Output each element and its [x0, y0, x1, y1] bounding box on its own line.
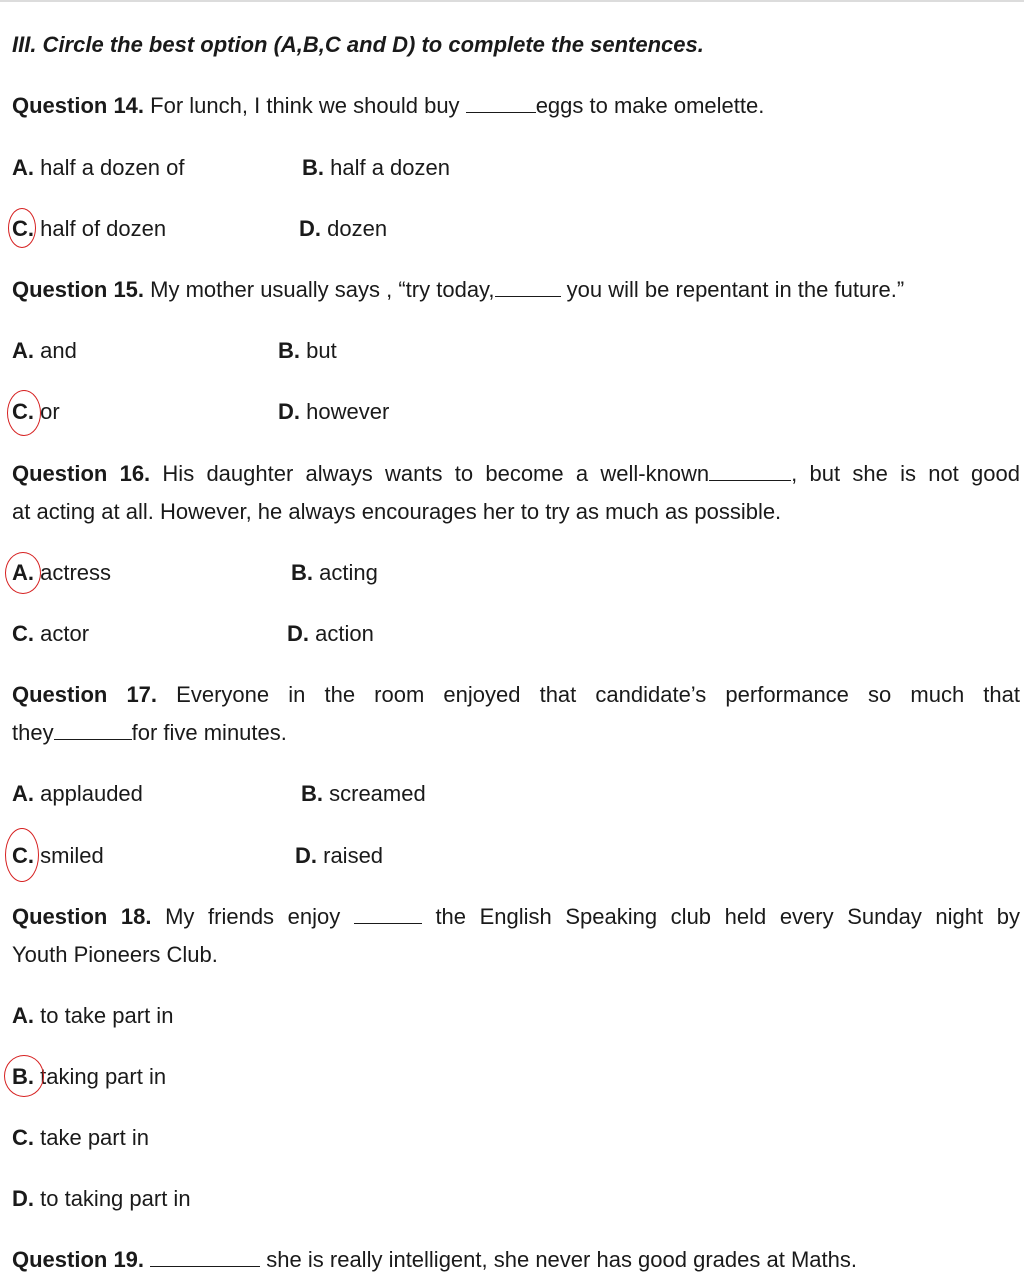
option-b[interactable]: [278, 338, 337, 364]
question-text: His daughter always wants to become a well-known: [162, 461, 710, 486]
answer-blank: [354, 904, 422, 924]
option-c[interactable]: [12, 843, 104, 869]
option-text: action: [315, 621, 374, 646]
option-text: take part in: [40, 1125, 149, 1150]
option-a[interactable]: [12, 155, 184, 181]
section-title: III. Circle the best option (A,B,C and D) to complete the sentences.: [12, 32, 704, 57]
option-text: however: [306, 399, 390, 424]
option-text: smiled: [40, 843, 104, 868]
option-c[interactable]: [12, 621, 89, 647]
answer-blank: [466, 93, 536, 113]
option-d[interactable]: [278, 399, 389, 425]
option-letter: A.: [12, 1003, 34, 1028]
question-18-continued: Youth Pioneers Club.: [12, 942, 218, 967]
option-c[interactable]: [12, 216, 166, 242]
option-letter: D.: [299, 216, 321, 241]
option-text: to take part in: [40, 1003, 174, 1028]
question-text: they: [12, 720, 54, 745]
option-text: taking part in: [40, 1064, 167, 1089]
option-b[interactable]: [301, 781, 426, 807]
option-letter: D.: [295, 843, 317, 868]
option-c[interactable]: [12, 399, 60, 425]
question-14: [12, 93, 764, 119]
question-label: Question 16.: [12, 461, 151, 486]
question-text: eggs to make omelette.: [535, 93, 765, 118]
option-letter: C.: [12, 843, 34, 868]
option-letter: B.: [12, 1064, 34, 1089]
option-a[interactable]: [12, 338, 77, 364]
option-d[interactable]: [295, 843, 383, 869]
option-text: actor: [40, 621, 90, 646]
question-text: Everyone in the room enjoyed that candidate’s performance so much that: [176, 682, 1020, 707]
option-a[interactable]: [12, 781, 143, 807]
answer-blank: [495, 277, 561, 297]
question-label: Question 18.: [12, 904, 152, 929]
option-text: or: [40, 399, 60, 424]
option-letter: D.: [278, 399, 300, 424]
option-letter: C.: [12, 399, 34, 424]
question-text: the English Speaking club held every Sunday night by: [435, 904, 1020, 929]
question-17-continued: [12, 720, 287, 746]
option-text: applauded: [40, 781, 143, 806]
option-c[interactable]: [12, 1125, 149, 1151]
option-text: but: [306, 338, 337, 363]
question-18: [12, 904, 1020, 930]
option-letter: D.: [287, 621, 309, 646]
option-text: half of dozen: [40, 216, 167, 241]
option-letter: D.: [12, 1186, 34, 1211]
option-b[interactable]: [12, 1064, 166, 1090]
question-label: Question 14.: [12, 93, 145, 118]
top-border: [0, 0, 1024, 2]
option-letter: C.: [12, 1125, 34, 1150]
question-15: [12, 277, 904, 303]
option-letter: A.: [12, 781, 34, 806]
answer-blank: [709, 461, 791, 481]
option-text: to taking part in: [40, 1186, 191, 1211]
option-d[interactable]: [299, 216, 387, 242]
option-text: actress: [40, 560, 112, 585]
option-text: raised: [323, 843, 384, 868]
option-text: half a dozen of: [40, 155, 185, 180]
option-letter: C.: [12, 216, 34, 241]
question-text: For lunch, I think we should buy: [150, 93, 460, 118]
option-letter: A.: [12, 560, 34, 585]
option-letter: B.: [301, 781, 323, 806]
option-text: acting: [319, 560, 378, 585]
question-16: [12, 461, 1020, 487]
option-text: dozen: [327, 216, 388, 241]
question-label: Question 15.: [12, 277, 145, 302]
question-16-continued: at acting at all. However, he always encourages her to try as much as possible.: [12, 499, 782, 524]
question-17: [12, 682, 1020, 708]
option-text: half a dozen: [330, 155, 450, 180]
question-text: you will be repentant in the future.”: [566, 277, 905, 302]
option-b[interactable]: [302, 155, 450, 181]
option-text: and: [40, 338, 77, 363]
question-label: Question 19.: [12, 1247, 145, 1272]
option-letter: B.: [291, 560, 313, 585]
question-text: , but she is not good: [791, 461, 1020, 486]
question-text: My friends enjoy: [165, 904, 341, 929]
answer-blank: [150, 1247, 260, 1267]
option-letter: A.: [12, 338, 34, 363]
option-letter: A.: [12, 155, 34, 180]
option-text: screamed: [329, 781, 426, 806]
option-a[interactable]: [12, 1003, 173, 1029]
option-letter: B.: [278, 338, 300, 363]
option-a[interactable]: [12, 560, 111, 586]
question-text: she is really intelligent, she never has good grades at Maths.: [266, 1247, 857, 1272]
option-b[interactable]: [291, 560, 378, 586]
option-letter: B.: [302, 155, 324, 180]
answer-blank: [54, 720, 132, 740]
option-letter: C.: [12, 621, 34, 646]
question-label: Question 17.: [12, 682, 158, 707]
question-text: for five minutes.: [131, 720, 287, 745]
option-d[interactable]: [12, 1186, 191, 1212]
question-19: [12, 1247, 857, 1273]
option-d[interactable]: [287, 621, 374, 647]
question-text: My mother usually says , “try today,: [150, 277, 495, 302]
